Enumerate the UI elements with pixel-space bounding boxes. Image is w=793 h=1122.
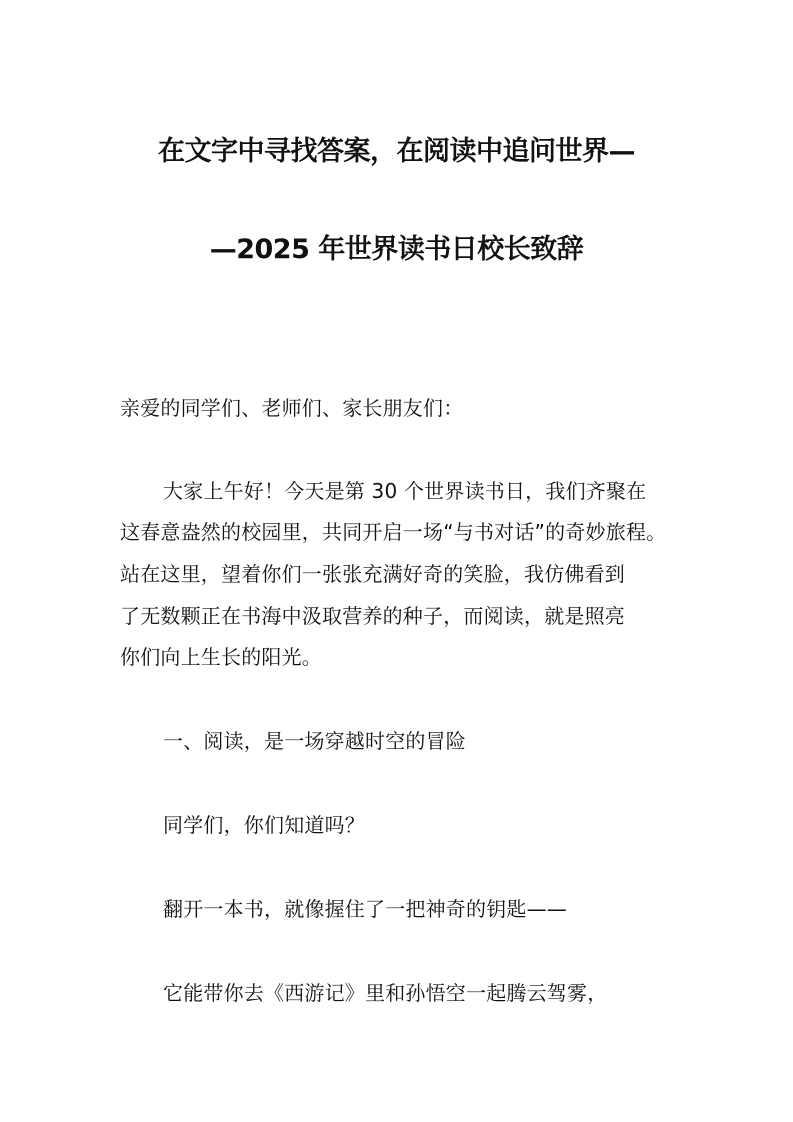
paragraph-line: 站在这里，望着你们一张张充满好奇的笑脸，我仿佛看到 <box>120 562 625 586</box>
paragraph-line: 了无数颗正在书海中汲取营养的种子，而阅读，就是照亮 <box>120 604 625 628</box>
title-line-1: 在文字中寻找答案，在阅读中追问世界— <box>158 136 635 167</box>
title-line-2: —2025 年世界读书日校长致辞 <box>209 234 584 265</box>
paragraph-line: 你们向上生长的阳光。 <box>120 645 322 669</box>
paragraph-line: 大家上午好！今天是第 30 个世界读书日，我们齐聚在 <box>163 479 647 503</box>
salutation: 亲爱的同学们、老师们、家长朋友们： <box>120 396 464 420</box>
paragraph-line: 这春意盎然的校园里，共同开启一场“与书对话”的奇妙旅程。 <box>120 520 667 544</box>
paragraph-line: 翻开一本书，就像握住了一把神奇的钥匙—— <box>163 897 567 921</box>
section-heading: 一、阅读，是一场穿越时空的冒险 <box>163 729 466 753</box>
paragraph-line: 同学们，你们知道吗？ <box>163 813 365 837</box>
paragraph-line: 它能带你去《西游记》里和孙悟空一起腾云驾雾， <box>163 981 608 1005</box>
